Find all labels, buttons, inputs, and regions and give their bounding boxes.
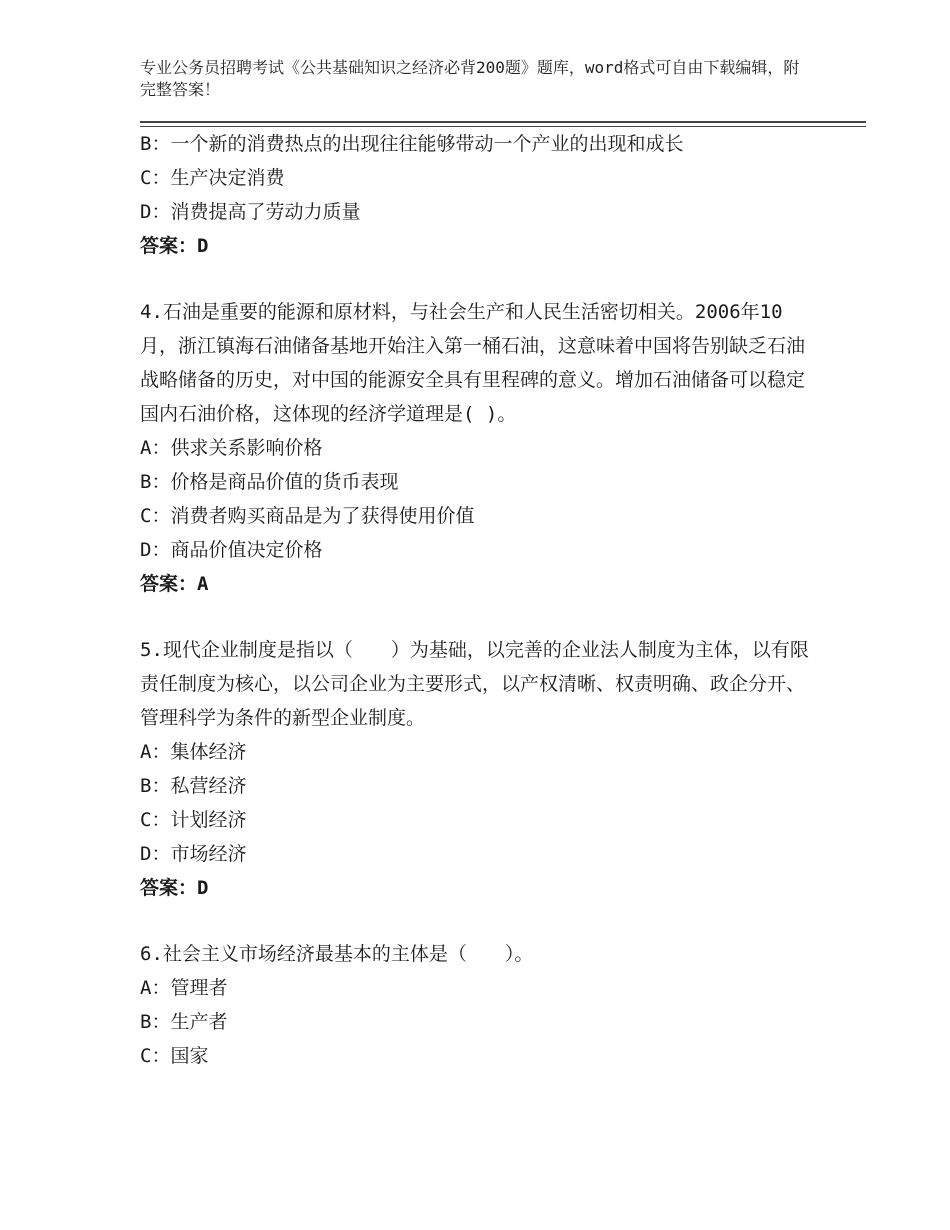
- answer-label: 答案：D: [140, 235, 209, 257]
- question-6: [140, 937, 830, 1073]
- option-d: D：市场经济: [140, 843, 247, 865]
- spacer: [140, 905, 830, 937]
- question-stem: 4.石油是重要的能源和原材料，与社会生产和人民生活密切相关。2006年10月，浙江镇海石油储备基地开始注入第一桶石油，这意味着中国将告别缺乏石油战略储备的历史，对中国的能源安全具有里程碑的意义。增加石油储备可以稳定国内石油价格，这体现的经济学道理是( )。: [140, 301, 806, 425]
- spacer: [140, 263, 830, 295]
- option-b: B：价格是商品价值的货币表现: [140, 471, 399, 493]
- answer-label: 答案：D: [140, 877, 209, 899]
- option-a: A：供求关系影响价格: [140, 437, 323, 459]
- option-c: C：消费者购买商品是为了获得使用价值: [140, 505, 475, 527]
- option-c: C：计划经济: [140, 809, 247, 831]
- option-d: D：消费提高了劳动力质量: [140, 201, 361, 223]
- option-b: B：私营经济: [140, 775, 247, 797]
- option-d: D：商品价值决定价格: [140, 539, 323, 561]
- header-rule-thick: [140, 121, 866, 123]
- question-stem: 5.现代企业制度是指以（ ）为基础，以完善的企业法人制度为主体，以有限责任制度为核心，以公司企业为主要形式，以产权清晰、权责明确、政企分开、管理科学为条件的新型企业制度。: [140, 639, 809, 729]
- document-header: 专业公务员招聘考试《公共基础知识之经济必背200题》题库，word格式可自由下载编辑，附完整答案！: [140, 58, 800, 99]
- option-a: A：集体经济: [140, 741, 247, 763]
- question-4: [140, 295, 830, 601]
- option-b: B：生产者: [140, 1011, 228, 1033]
- option-c: C：国家: [140, 1045, 209, 1067]
- answer-label: 答案：A: [140, 573, 209, 595]
- option-b: B：一个新的消费热点的出现往往能够带动一个产业的出现和成长: [140, 133, 684, 155]
- option-a: A：管理者: [140, 977, 228, 999]
- question-5: [140, 633, 830, 905]
- question-stem: 6.社会主义市场经济最基本的主体是（ ）。: [140, 943, 534, 965]
- option-c: C：生产决定消费: [140, 167, 285, 189]
- question-3-fragment: [140, 127, 830, 263]
- question-content: [140, 127, 830, 1073]
- spacer: [140, 601, 830, 633]
